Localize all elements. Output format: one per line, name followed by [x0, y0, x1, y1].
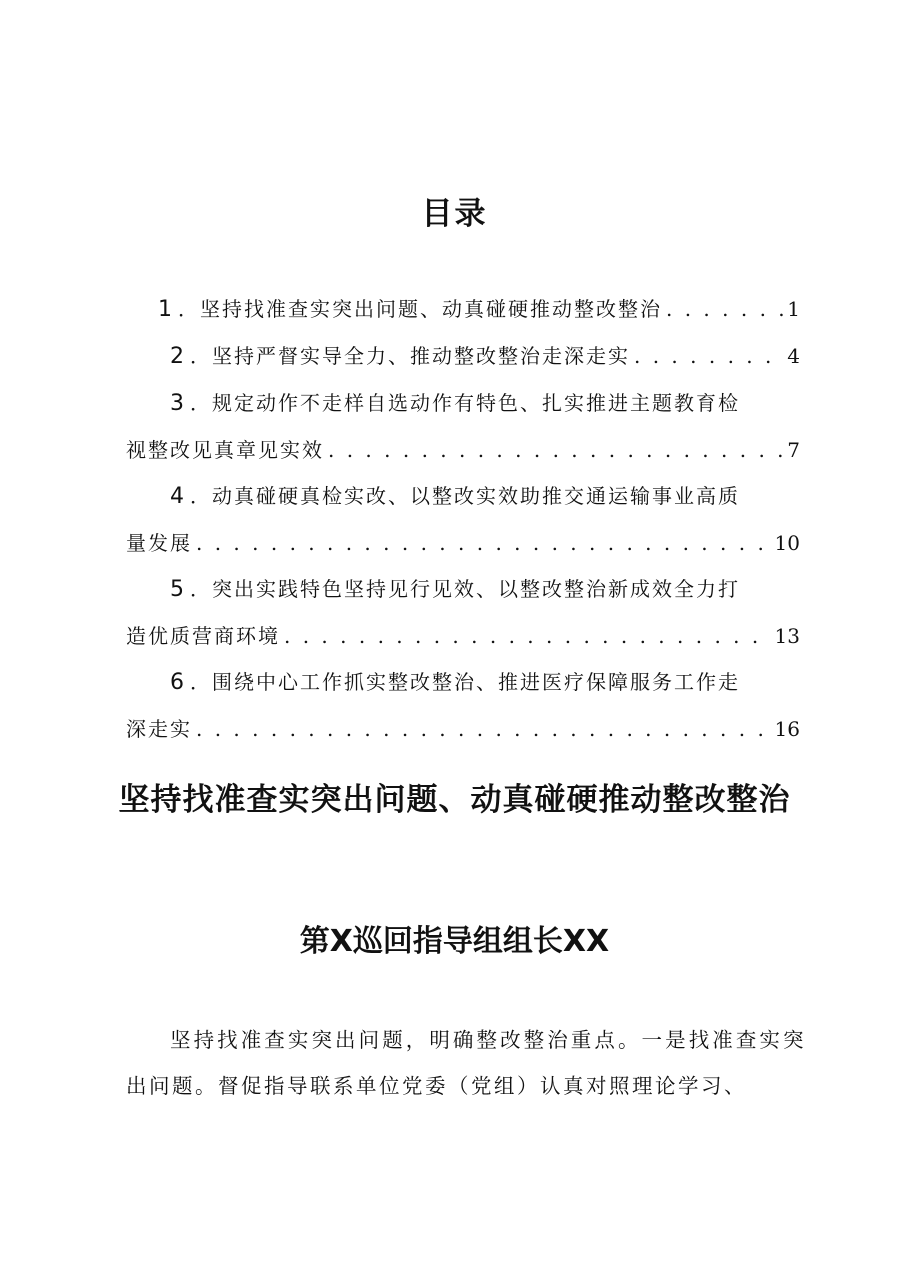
- toc-entry-text-continued: 深走实: [126, 717, 192, 741]
- toc-entry-number: 4: [170, 484, 186, 509]
- toc-entry-text-continued: 视整改见真章见实效: [126, 438, 324, 462]
- toc-entry-number: 3: [170, 391, 186, 416]
- toc-entry-text: ．突出实践特色坚持见行见效、以整改整治新成效全力打: [190, 577, 740, 601]
- toc-entry-1[interactable]: [126, 286, 800, 333]
- toc-entry-number: 1: [158, 297, 174, 322]
- toc-entry-4[interactable]: [126, 473, 800, 566]
- article-heading: 坚持找准查实突出问题、动真碰硬推动整改整治: [118, 782, 791, 818]
- toc-entry-number: 6: [170, 670, 186, 695]
- toc-leader-dots: [284, 613, 771, 659]
- toc-leader-dots: [634, 333, 783, 379]
- toc-entry-text: ．坚持严督实导全力、推动整改整治走深走实: [190, 344, 630, 368]
- toc-leader-dots: [196, 520, 771, 566]
- toc-entry-number: 2: [170, 344, 186, 369]
- toc-entry-text-continued: 造优质营商环境: [126, 624, 280, 648]
- toc-page-number: 1: [787, 297, 800, 321]
- toc-entry-text: ．坚持找准查实突出问题、动真碰硬推动整改整治: [178, 297, 662, 321]
- toc-entry-number: 5: [170, 577, 186, 602]
- toc-leader-dots: [666, 286, 783, 332]
- toc-page-number: 13: [774, 624, 800, 648]
- article-paragraph: 坚持找准查实突出问题，明确整改整治重点。一是找准查实突出问题。督促指导联系单位党委（党组）认真对照理论学习、: [126, 1028, 806, 1098]
- toc-page-number: 7: [787, 438, 800, 462]
- toc-entry-3[interactable]: [126, 380, 800, 473]
- toc-entry-text: ．规定动作不走样自选动作有特色、扎实推进主题教育检: [190, 391, 740, 415]
- article-author: 第X巡回指导组组长XX: [299, 924, 610, 959]
- toc-entry-text: ．围绕中心工作抓实整改整治、推进医疗保障服务工作走: [190, 670, 740, 694]
- toc-page-number: 16: [774, 717, 800, 741]
- toc-entry-text-continued: 量发展: [126, 531, 192, 555]
- toc-page-number: 4: [787, 344, 800, 368]
- toc-page-number: 10: [774, 531, 800, 555]
- toc-leader-dots: [328, 427, 783, 473]
- toc-entry-6[interactable]: [126, 659, 800, 752]
- toc-entry-text: ．动真碰硬真检实改、以整改实效助推交通运输事业高质: [190, 484, 740, 508]
- toc-title: 目录: [421, 196, 488, 232]
- toc-leader-dots: [196, 706, 771, 752]
- toc-entry-2[interactable]: [126, 333, 800, 380]
- toc-entry-5[interactable]: [126, 566, 800, 659]
- table-of-contents: [126, 286, 800, 752]
